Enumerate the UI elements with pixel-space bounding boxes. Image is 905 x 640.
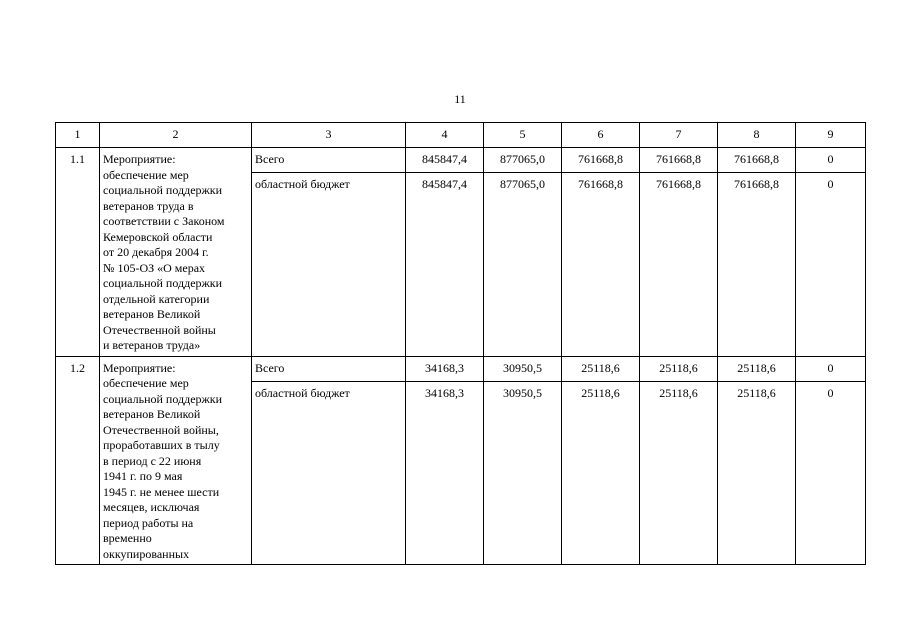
item-number: 1.2: [56, 356, 100, 565]
value-cell: 25118,6: [562, 381, 640, 565]
description-line: ветеранов Великой: [103, 407, 201, 421]
description-line: социальной поддержки: [103, 391, 223, 406]
header-cell: 9: [796, 123, 866, 148]
header-cell: 7: [640, 123, 718, 148]
description-line: и ветеранов труда»: [103, 338, 201, 352]
value-cell: 0: [796, 173, 866, 357]
value-cell: 761668,8: [718, 148, 796, 173]
header-row: [56, 123, 866, 148]
description-line: 1941 г. по 9 мая: [103, 469, 183, 483]
page-number: 11: [454, 92, 466, 106]
header-cell: 3: [252, 123, 406, 148]
value-cell: 25118,6: [562, 356, 640, 381]
value-cell: 845847,4: [406, 173, 484, 357]
description-line: ветеранов труда в: [103, 198, 194, 213]
description-line: период работы на: [103, 515, 194, 530]
description-line: Мероприятие:: [103, 360, 176, 375]
value-cell: 761668,8: [718, 173, 796, 357]
description-line: от 20 декабря 2004 г.: [103, 245, 209, 259]
item-number: 1.1: [56, 148, 100, 357]
description-line: в период с 22 июня: [103, 453, 202, 468]
description-line: социальной поддержки: [103, 183, 223, 197]
description-line: Мероприятие:: [103, 152, 176, 166]
header-cell: 2: [100, 123, 252, 148]
description-line: Отечественной войны,: [103, 422, 219, 437]
value-cell: 25118,6: [640, 381, 718, 565]
description-line: временно: [103, 531, 152, 545]
header-cell: 4: [406, 123, 484, 148]
description-line: социальной поддержки: [103, 276, 223, 290]
value-cell: 877065,0: [484, 173, 562, 357]
value-cell: 25118,6: [718, 356, 796, 381]
value-cell: 761668,8: [562, 148, 640, 173]
value-cell: 761668,8: [562, 173, 640, 357]
description-line: 1945 г. не менее шести: [103, 484, 220, 499]
budget-table: [55, 122, 866, 565]
header-cell: 6: [562, 123, 640, 148]
value-cell: 845847,4: [406, 148, 484, 173]
funding-source: областной бюджет: [252, 173, 406, 357]
item-description: [100, 356, 252, 565]
description-line: обеспечение мер: [103, 376, 189, 390]
value-cell: 34168,3: [406, 356, 484, 381]
funding-source: Всего: [252, 356, 406, 381]
value-cell: 0: [796, 356, 866, 381]
value-cell: 30950,5: [484, 356, 562, 381]
description-line: отдельной категории: [103, 291, 210, 306]
description-line: Кемеровской области: [103, 229, 213, 244]
description-line: оккупированных: [103, 546, 190, 561]
description-line: ветеранов Великой: [103, 307, 201, 321]
table-row: [56, 148, 866, 173]
description-line: № 105-ОЗ «О мерах: [103, 260, 206, 275]
item-description: [100, 148, 252, 357]
value-cell: 30950,5: [484, 381, 562, 565]
value-cell: 0: [796, 148, 866, 173]
header-cell: 1: [56, 123, 100, 148]
header-cell: 5: [484, 123, 562, 148]
value-cell: 25118,6: [640, 356, 718, 381]
funding-source: Всего: [252, 148, 406, 173]
header-cell: 8: [718, 123, 796, 148]
table-row: [56, 356, 866, 381]
funding-source: областной бюджет: [252, 381, 406, 565]
description-line: проработавших в тылу: [103, 438, 220, 452]
description-line: обеспечение мер: [103, 167, 189, 182]
description-line: месяцев, исключая: [103, 500, 200, 514]
value-cell: 761668,8: [640, 173, 718, 357]
value-cell: 761668,8: [640, 148, 718, 173]
description-line: Отечественной войны: [103, 322, 216, 337]
value-cell: 34168,3: [406, 381, 484, 565]
description-line: соответствии с Законом: [103, 214, 225, 228]
value-cell: 877065,0: [484, 148, 562, 173]
value-cell: 25118,6: [718, 381, 796, 565]
value-cell: 0: [796, 381, 866, 565]
